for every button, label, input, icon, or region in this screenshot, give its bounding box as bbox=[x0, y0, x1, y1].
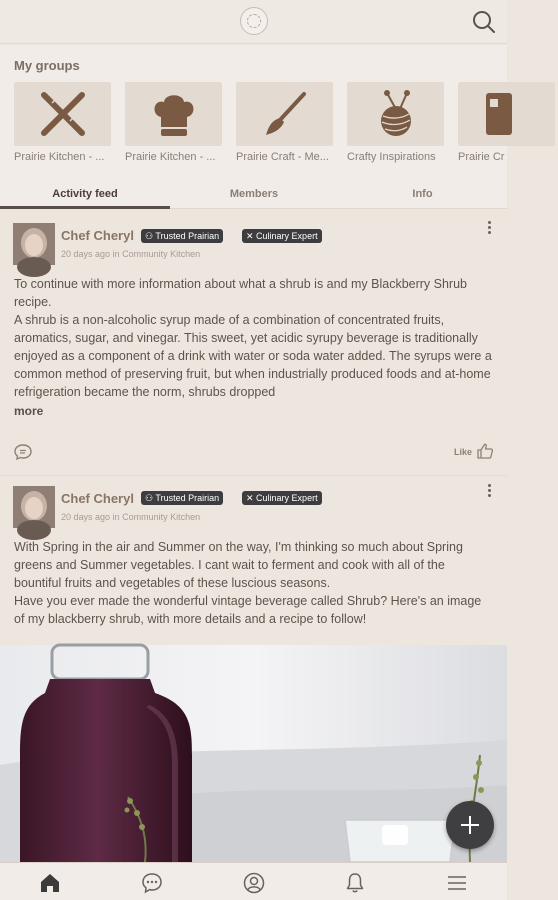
group-name: Crafty Inspirations bbox=[347, 151, 436, 163]
tab-info[interactable]: Info bbox=[412, 188, 433, 200]
like-label[interactable]: Like bbox=[454, 447, 473, 457]
post-paragraph: With Spring in the air and Summer on the way, I'm thinking so much about Spring greens and Summer vegetables. I cant wait to ferment and cook with all of the bountiful fruits and vegetables of these luscious seasons. bbox=[14, 540, 463, 590]
avatar[interactable] bbox=[13, 486, 55, 528]
group-card[interactable] bbox=[347, 82, 447, 163]
avatar[interactable] bbox=[13, 223, 55, 265]
post-body bbox=[14, 275, 494, 399]
chat-icon[interactable] bbox=[141, 872, 163, 894]
post-paragraph: A shrub is a non-alcoholic syrup made of a combination of concentrated fruits, aromatics, sugar, and vinegar. This sweet, yet acidic syrupy beverage is traditionally enjoyed as a component of a drink with water or soda water added. The syrups were a common method of preserving fruit, but when industrially produced foods and at-home refrigeration became the norm, shrubs dropped bbox=[14, 313, 492, 399]
in-label: in bbox=[112, 249, 120, 259]
in-label: in bbox=[112, 512, 120, 522]
menu-icon[interactable] bbox=[446, 872, 468, 894]
home-icon[interactable] bbox=[39, 872, 61, 894]
thumbs-up-icon[interactable] bbox=[476, 442, 494, 460]
yarn-ball-icon bbox=[371, 89, 421, 139]
book-icon bbox=[484, 89, 514, 139]
badge-culinary-expert: ✕ Culinary Expert bbox=[242, 229, 322, 243]
badge-trusted-prairian: ⚇ Trusted Prairian bbox=[141, 491, 223, 505]
author-name[interactable]: Chef Cheryl bbox=[61, 228, 134, 243]
feed-post bbox=[0, 475, 507, 645]
rolling-pin-icon bbox=[36, 89, 90, 139]
post-body bbox=[14, 538, 494, 628]
post-time: 20 days ago bbox=[61, 249, 111, 259]
bell-icon[interactable] bbox=[344, 872, 366, 894]
profile-icon[interactable] bbox=[243, 872, 265, 894]
group-name: Prairie Craft - Me... bbox=[236, 151, 329, 163]
active-tab-indicator bbox=[0, 206, 170, 209]
group-name: Prairie Cr bbox=[458, 151, 505, 163]
search-icon[interactable] bbox=[471, 9, 497, 35]
post-group-link[interactable]: Community Kitchen bbox=[122, 512, 201, 522]
post-group-link[interactable]: Community Kitchen bbox=[122, 249, 201, 259]
post-paragraph: To continue with more information about what a shrub is and my Blackberry Shrub recipe. bbox=[14, 277, 468, 309]
bottom-nav bbox=[0, 862, 507, 900]
group-card[interactable] bbox=[236, 82, 336, 163]
read-more-link[interactable]: more bbox=[14, 404, 44, 418]
post-options-icon[interactable] bbox=[485, 484, 493, 500]
post-meta bbox=[61, 512, 200, 522]
paintbrush-icon bbox=[260, 89, 310, 139]
post-meta bbox=[61, 249, 200, 259]
my-groups-section bbox=[0, 45, 507, 179]
plus-icon bbox=[446, 801, 494, 849]
post-options-icon[interactable] bbox=[485, 221, 493, 237]
top-bar bbox=[0, 0, 507, 44]
group-name: Prairie Kitchen - ... bbox=[14, 151, 105, 163]
post-image[interactable] bbox=[0, 645, 507, 862]
group-card[interactable] bbox=[458, 82, 558, 163]
comment-icon[interactable] bbox=[13, 443, 33, 461]
feed-post bbox=[0, 210, 507, 475]
groups-heading: My groups bbox=[14, 58, 80, 73]
add-post-button[interactable] bbox=[446, 801, 494, 849]
chef-hat-icon bbox=[149, 89, 199, 139]
tab-activity-feed[interactable]: Activity feed bbox=[52, 188, 118, 200]
author-name[interactable]: Chef Cheryl bbox=[61, 491, 134, 506]
post-paragraph: Have you ever made the wonderful vintage beverage called Shrub? Here's an image of my blackberry shrub, with more details and a recipe to follow! bbox=[14, 594, 482, 626]
group-card[interactable] bbox=[14, 82, 114, 163]
group-card[interactable] bbox=[125, 82, 225, 163]
badge-culinary-expert: ✕ Culinary Expert bbox=[242, 491, 322, 505]
group-name: Prairie Kitchen - ... bbox=[125, 151, 216, 163]
post-time: 20 days ago bbox=[61, 512, 111, 522]
badge-trusted-prairian: ⚇ Trusted Prairian bbox=[141, 229, 223, 243]
tab-bar bbox=[0, 179, 507, 209]
app-logo[interactable] bbox=[240, 7, 268, 35]
tab-members[interactable]: Members bbox=[229, 188, 279, 200]
